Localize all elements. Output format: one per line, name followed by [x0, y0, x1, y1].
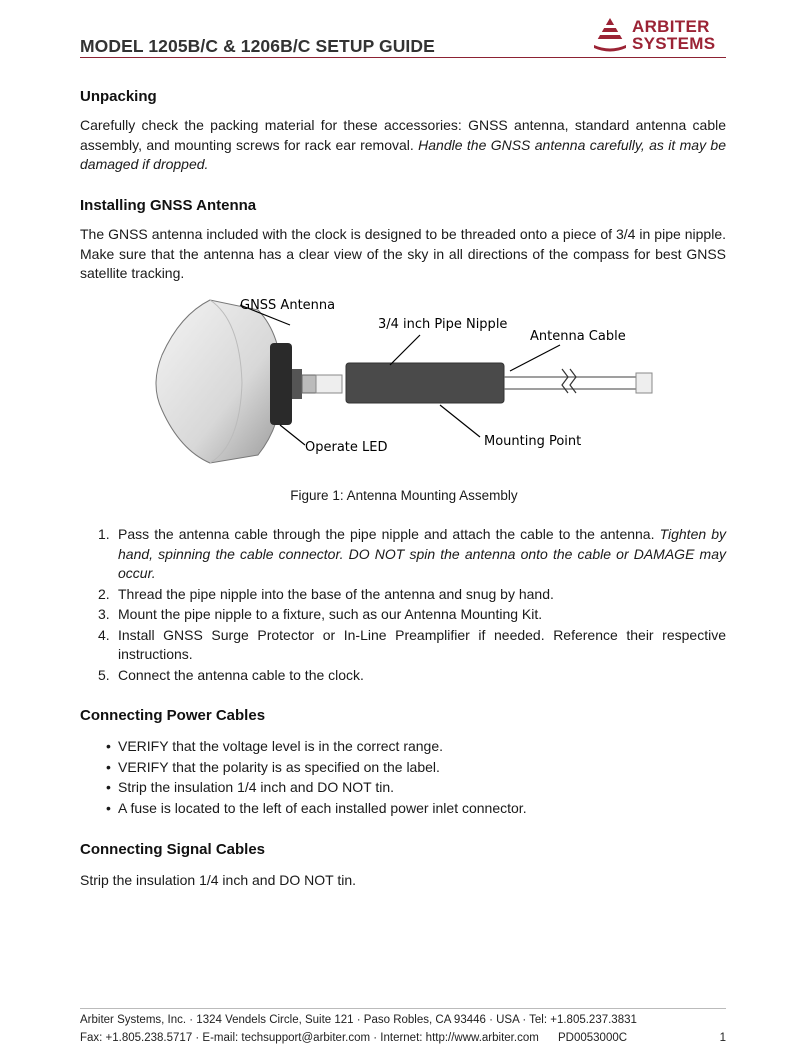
step-text: Thread the pipe nipple into the base of the antenna and snug by hand.	[118, 585, 554, 602]
steps-list	[80, 525, 726, 686]
bullet-text: A fuse is located to the left of each installed power inlet connector.	[118, 799, 527, 816]
list-item	[80, 525, 726, 584]
page-number: 1	[719, 1032, 726, 1044]
list-item	[80, 626, 726, 665]
footer-contact: Fax: +1.805.238.5717 · E-mail: techsupport@arbiter.com · Internet: http://www.arbiter.com	[80, 1032, 539, 1044]
paragraph-installing: The GNSS antenna included with the clock is designed to be threaded onto a piece of 3/4 in pipe nipple. Make sure that the antenna has a clear view of the sky in all directions of the compass for best GNSS satellite tracking.	[80, 226, 726, 281]
bullet-text: Strip the insulation 1/4 inch and DO NOT tin.	[118, 779, 394, 795]
unpacking-text: Carefully check the packing material for these accessories: GNSS antenna, standard antenna cable assembly, and mounting screws for rack ear removal.	[80, 117, 726, 153]
footer-rule	[80, 1008, 726, 1009]
step-warning: Tighten by hand, spinning the cable connector. DO NOT spin the antenna onto the cable or DAMAGE may occur.	[118, 526, 726, 581]
step-text: Mount the pipe nipple to a fixture, such as our Antenna Mounting Kit.	[118, 606, 543, 622]
paragraph-unpacking	[80, 116, 726, 175]
page-header	[80, 14, 726, 58]
figure-caption: Figure 1: Antenna Mounting Assembly	[290, 488, 518, 503]
label-gnss-antenna: GNSS Antenna	[240, 298, 336, 313]
step-number: 3.	[98, 606, 110, 622]
document-number: PD0053000C	[558, 1032, 628, 1044]
power-bullets	[80, 736, 726, 818]
step-text: Pass the antenna cable through the pipe nipple and attach the cable to the antenna.	[118, 526, 655, 542]
heading-power-cables: Connecting Power Cables	[80, 707, 266, 724]
step-number: 2.	[98, 585, 110, 602]
footer-line-1: Arbiter Systems, Inc. · 1324 Vendels Circle, Suite 121 · Paso Robles, CA 93446 · USA · Tel: +1.805.237.3831	[80, 1014, 637, 1026]
label-antenna-cable: Antenna Cable	[530, 329, 626, 344]
step-number: 5.	[98, 666, 110, 683]
arbiter-logo	[590, 14, 726, 54]
step-text: Connect the antenna cable to the clock.	[118, 666, 364, 683]
logo-mark-icon	[590, 16, 630, 52]
paragraph-signal: Strip the insulation 1/4 inch and DO NOT tin.	[80, 872, 356, 888]
logo-text-systems: SYSTEMS	[632, 34, 716, 53]
label-mounting-point: Mounting Point	[484, 434, 582, 449]
list-item	[80, 585, 726, 605]
header-rule	[80, 57, 726, 58]
bullet-text: VERIFY that the polarity is as specified on the label.	[118, 758, 440, 775]
list-item	[80, 757, 726, 778]
heading-signal-cables: Connecting Signal Cables	[80, 841, 266, 858]
logo-text-arbiter: ARBITER	[632, 17, 710, 36]
list-item	[80, 798, 726, 819]
bullet-icon: •	[106, 738, 111, 754]
list-item	[80, 605, 726, 625]
step-number: 1.	[98, 526, 110, 542]
bullet-icon: •	[106, 799, 111, 816]
list-item	[80, 777, 726, 798]
label-operate-led: Operate LED	[305, 440, 388, 455]
label-pipe-nipple: 3/4 inch Pipe Nipple	[378, 317, 508, 332]
step-number: 4.	[98, 626, 110, 643]
footer-line-2	[80, 1032, 726, 1044]
heading-installing: Installing GNSS Antenna	[80, 197, 257, 214]
list-item	[80, 736, 726, 757]
heading-unpacking: Unpacking	[80, 88, 157, 105]
bullet-text: VERIFY that the voltage level is in the correct range.	[118, 738, 444, 754]
pipe-nipple-shape	[346, 363, 504, 403]
step-text: Install GNSS Surge Protector or In-Line Preamplifier if needed. Reference their respective instructions.	[118, 626, 726, 662]
antenna-dome-shape	[156, 300, 282, 463]
list-item	[80, 666, 726, 686]
antenna-base-shape	[270, 343, 292, 425]
bullet-icon: •	[106, 779, 111, 795]
document-title: MODEL 1205B/C & 1206B/C SETUP GUIDE	[80, 36, 435, 56]
antenna-figure	[150, 295, 660, 465]
unpacking-warning: Handle the GNSS antenna carefully, as it may be damaged if dropped.	[80, 136, 727, 172]
bullet-icon: •	[106, 758, 111, 775]
